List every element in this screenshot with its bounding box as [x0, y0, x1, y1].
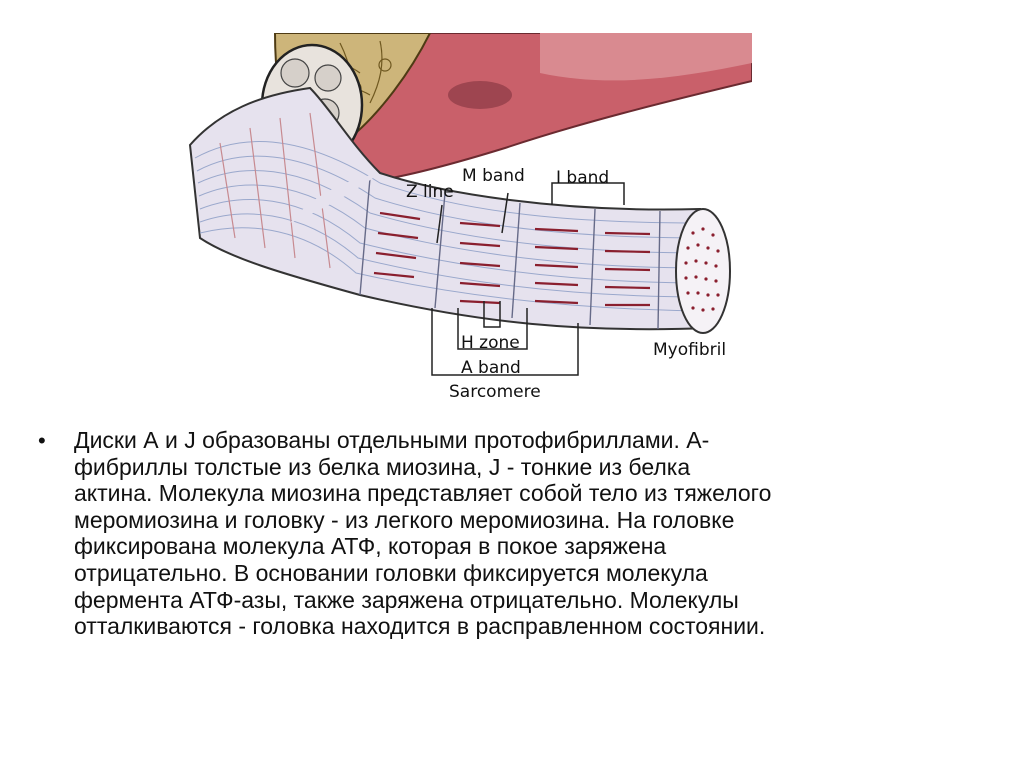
label-a-band: A band — [461, 358, 521, 378]
myofibril-diagram — [180, 33, 752, 405]
text-line: меромиозина и головку - из легкого меромиозина. На головке — [74, 506, 735, 533]
bullet-marker: • — [38, 428, 46, 453]
myofibril-illustration — [180, 33, 752, 405]
text-line: фиксирована молекула АТФ, которая в покое заряжена — [74, 533, 667, 560]
label-m-band: M band — [462, 166, 525, 186]
text-line: фермента АТФ-азы, также заряжена отрицательно. Молекулы — [74, 586, 739, 613]
text-line: фибриллы толстые из белка миозина, J - тонкие из белка — [74, 453, 691, 480]
label-i-band: I band — [556, 168, 610, 188]
slide-paragraph — [74, 427, 984, 640]
label-h-zone: H zone — [461, 333, 520, 353]
muscle-dark-spot — [448, 81, 512, 109]
text-line: отрицательно. В основании головки фиксируется молекула — [74, 559, 708, 586]
text-line: отталкиваются - головка находится в расправленном состоянии. — [74, 613, 766, 640]
label-sarcomere: Sarcomere — [449, 382, 541, 402]
text-line: актина. Молекула миозина представляет собой тело из тяжелого — [74, 480, 772, 507]
label-z-line: Z line — [406, 182, 454, 202]
text-line: Диски А и J образованы отдельными протофибриллами. А- — [74, 427, 710, 453]
label-myofibril: Myofibril — [653, 340, 727, 360]
